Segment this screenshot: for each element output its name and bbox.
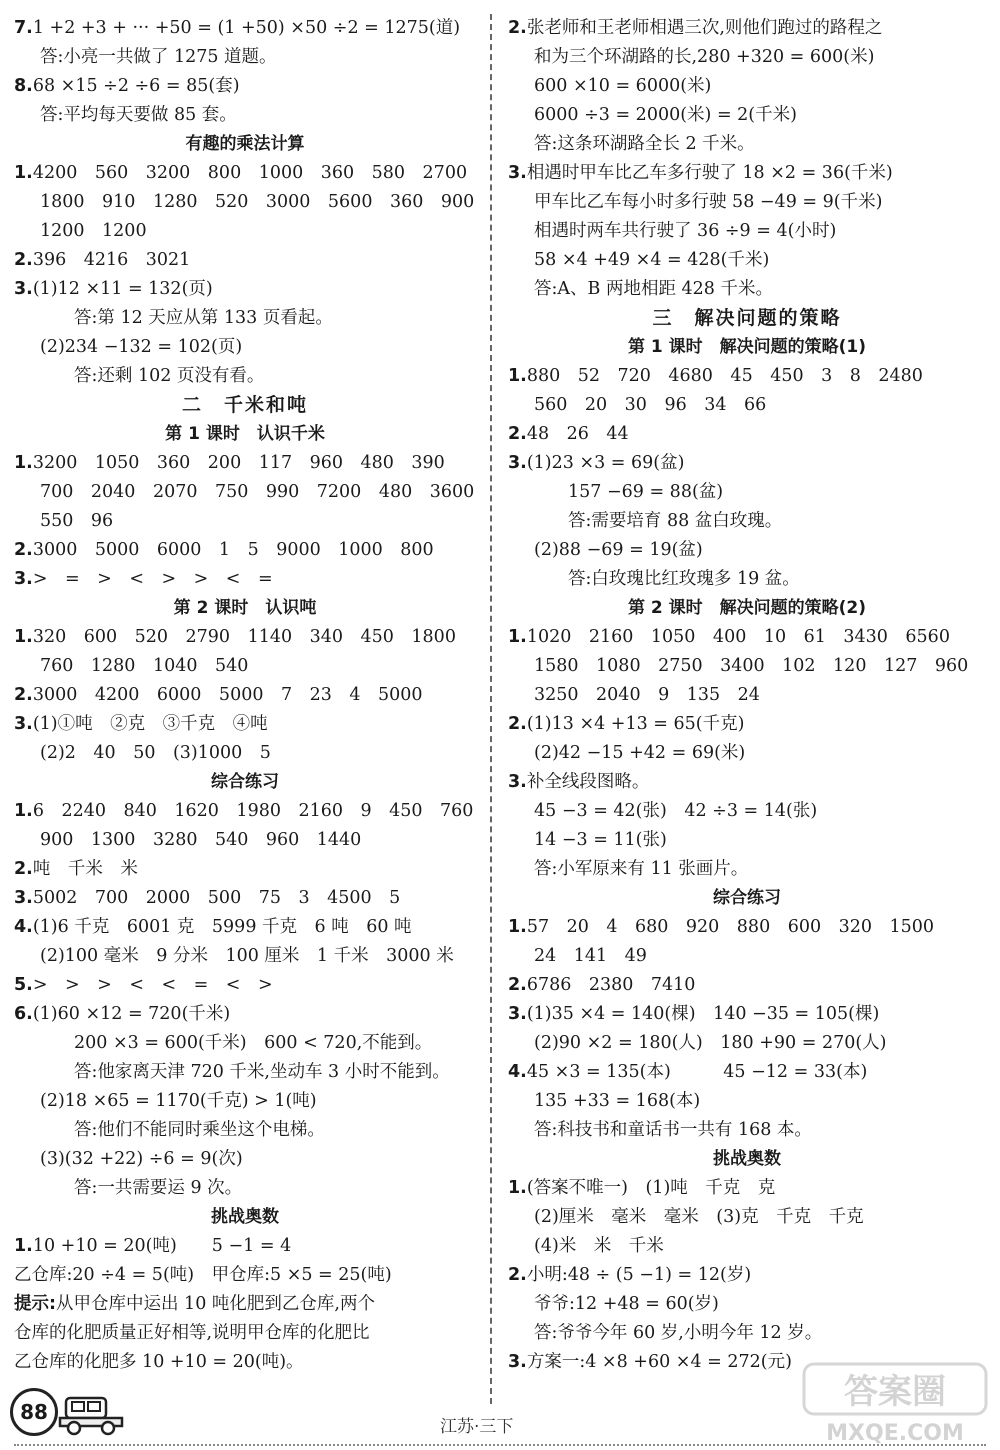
answer-text: 3250 2040 9 135 24 <box>534 685 760 705</box>
answer-line <box>14 1116 476 1145</box>
answer-line <box>508 1000 986 1029</box>
answer-text: 3000 5000 6000 1 5 9000 1000 800 <box>32 540 434 560</box>
answer-line <box>14 536 476 565</box>
answer-text: 58 ×4 +49 ×4 = 428(千米) <box>534 250 770 270</box>
answer-text: 550 96 <box>40 511 114 531</box>
answer-line <box>14 246 476 275</box>
answer-line <box>508 971 986 1000</box>
answer-line <box>508 478 986 507</box>
answer-line <box>14 14 476 43</box>
section-heading: 有趣的乘法计算 <box>185 134 305 154</box>
answer-text: 48 26 44 <box>526 424 629 444</box>
answer-text: 5002 700 2000 500 75 3 4500 5 <box>32 888 401 908</box>
answer-text: 甲车比乙车每小时多行驶 58 −49 = 9(千米) <box>534 192 883 212</box>
answer-text: 爷爷:12 +48 = 60(岁) <box>534 1294 719 1314</box>
answer-line <box>14 913 476 942</box>
answer-text: 157 −69 = 88(盆) <box>568 482 724 502</box>
section-heading: 挑战奥数 <box>211 1207 279 1227</box>
item-number: 1. <box>14 453 33 473</box>
answer-line <box>508 217 986 246</box>
answer-line <box>508 1029 986 1058</box>
answer-line <box>508 507 986 536</box>
answer-text: 答:这条环湖路全长 2 千米。 <box>534 134 755 154</box>
answer-text: 吨 千米 米 <box>32 859 138 879</box>
answer-text: 700 2040 2070 750 990 7200 480 3600 <box>40 482 475 502</box>
answer-line <box>14 507 476 536</box>
answer-line <box>508 797 986 826</box>
section-heading: 挑战奥数 <box>713 1149 781 1169</box>
item-number: 2. <box>14 685 33 705</box>
answer-line <box>14 565 476 594</box>
answer-line <box>14 159 476 188</box>
answer-text: 答:他家离天津 720 千米,坐动车 3 小时不能到。 <box>74 1062 450 1082</box>
answer-line <box>14 449 476 478</box>
answer-line <box>14 1290 476 1319</box>
answer-line <box>508 159 986 188</box>
item-number: 7. <box>14 18 33 38</box>
item-number: 3. <box>508 1352 527 1372</box>
answer-text: 答:A、B 两地相距 428 千米。 <box>534 279 773 299</box>
answer-text: 320 600 520 2790 1140 340 450 1800 <box>32 627 456 647</box>
answer-line <box>508 826 986 855</box>
answer-line <box>14 826 476 855</box>
item-number: 1. <box>508 1178 527 1198</box>
answer-line <box>14 884 476 913</box>
answer-line <box>14 43 476 72</box>
answer-line <box>14 1029 476 1058</box>
answer-text: 1 +2 +3 + ··· +50 = (1 +50) ×50 ÷2 = 1275(道) <box>32 18 461 38</box>
answer-text: 乙仓库:20 ÷4 = 5(吨) 甲仓库:5 ×5 = 25(吨) <box>14 1265 392 1285</box>
item-number: 2. <box>508 975 527 995</box>
watermark-top-text: 答案圈 <box>844 1372 946 1412</box>
answer-text: 答:爷爷今年 60 岁,小明今年 12 岁。 <box>534 1323 823 1343</box>
answer-line <box>14 1145 476 1174</box>
answer-text: 900 1300 3280 540 960 1440 <box>40 830 362 850</box>
answer-text: 880 52 720 4680 45 450 3 8 2480 <box>526 366 923 386</box>
answer-line <box>508 565 986 594</box>
answer-text: 3000 4200 6000 5000 7 23 4 5000 <box>32 685 423 705</box>
answer-text: (4)米 米 千米 <box>534 1236 664 1256</box>
watermark-bottom-text: MXQE.COM <box>826 1421 964 1446</box>
answer-line <box>14 623 476 652</box>
answer-line <box>508 1087 986 1116</box>
item-number: 3. <box>14 888 33 908</box>
answer-text: (1)35 ×4 = 140(棵) 140 −35 = 105(棵) <box>526 1004 880 1024</box>
section-heading: 二 千米和吨 <box>181 394 308 416</box>
answer-text: 和为三个环湖路的长,280 +320 = 600(米) <box>534 47 875 67</box>
page-number-badge <box>10 1388 58 1436</box>
answer-line <box>14 217 476 246</box>
answer-text: (2)厘米 毫米 毫米 (3)克 千克 千克 <box>534 1207 864 1227</box>
answer-text: 1800 910 1280 520 3000 5600 360 900 <box>40 192 475 212</box>
answer-line <box>508 275 986 304</box>
answer-text: 答:小亮一共做了 1275 道题。 <box>40 47 277 67</box>
answer-text: 答:第 12 天应从第 133 页看起。 <box>74 308 333 328</box>
answer-line <box>508 101 986 130</box>
section-heading: 综合练习 <box>211 772 279 792</box>
answer-line <box>14 1319 476 1348</box>
answer-text: 相遇时甲车比乙车多行驶了 18 ×2 = 36(千米) <box>526 163 893 183</box>
answer-text: 6786 2380 7410 <box>526 975 696 995</box>
answer-line <box>508 1261 986 1290</box>
answer-line <box>508 710 986 739</box>
section-heading: 第 2 课时 解决问题的策略(2) <box>627 598 867 618</box>
answer-line <box>14 1232 476 1261</box>
answer-text: 答:还剩 102 页没有看。 <box>74 366 265 386</box>
answer-text: 3200 1050 360 200 117 960 480 390 <box>32 453 445 473</box>
answer-text: > > > < < = < > <box>32 975 273 995</box>
answer-line <box>14 1261 476 1290</box>
answer-text: (2)42 −15 +42 = 69(米) <box>534 743 746 763</box>
answer-line <box>14 942 476 971</box>
answer-line <box>14 681 476 710</box>
answer-text: (1)①吨 ②克 ③千克 ④吨 <box>32 714 268 734</box>
answer-line <box>508 768 986 797</box>
answer-line <box>508 942 986 971</box>
answer-text: 45 −3 = 42(张) 42 ÷3 = 14(张) <box>534 801 818 821</box>
answer-line <box>14 1058 476 1087</box>
answer-line <box>508 449 986 478</box>
answer-line <box>508 1232 986 1261</box>
item-number: 2. <box>508 18 527 38</box>
answer-text: (1)60 ×12 = 720(千米) <box>32 1004 231 1024</box>
answer-line <box>14 478 476 507</box>
answer-line <box>508 362 986 391</box>
answer-text: (3)(32 +22) ÷6 = 9(次) <box>40 1149 243 1169</box>
answer-text: 答:白玫瑰比红玫瑰多 19 盆。 <box>568 569 800 589</box>
left-column <box>14 14 476 1377</box>
answer-line <box>508 14 986 43</box>
answer-line <box>14 1087 476 1116</box>
answer-line <box>508 130 986 159</box>
answer-line <box>14 855 476 884</box>
answer-text: 57 20 4 680 920 880 600 320 1500 <box>526 917 935 937</box>
answer-text: 方案一:4 ×8 +60 ×4 = 272(元) <box>526 1352 792 1372</box>
answer-line <box>14 304 476 333</box>
answer-line <box>14 797 476 826</box>
edition-label: 江苏·三下 <box>440 1417 514 1437</box>
answer-text: 从甲仓库中运出 10 吨化肥到乙仓库,两个 <box>56 1294 375 1314</box>
answer-text: 4200 560 3200 800 1000 360 580 2700 <box>32 163 468 183</box>
item-number: 1. <box>14 163 33 183</box>
item-number: 6. <box>14 1004 33 1024</box>
answer-line <box>14 101 476 130</box>
answer-text: 760 1280 1040 540 <box>40 656 249 676</box>
answer-text: (2)2 40 50 (3)1000 5 <box>40 743 271 763</box>
answer-text: (1)6 千克 6001 克 5999 千克 6 吨 60 吨 <box>32 917 412 937</box>
answer-line <box>508 420 986 449</box>
item-number: 3. <box>508 772 527 792</box>
answer-line <box>14 188 476 217</box>
answer-text: 答:小军原来有 11 张画片。 <box>534 859 749 879</box>
answer-text: 560 20 30 96 34 66 <box>534 395 767 415</box>
answer-text: 135 +33 = 168(本) <box>534 1091 701 1111</box>
answer-line <box>508 1116 986 1145</box>
answer-line <box>508 536 986 565</box>
answer-text: (2)234 −132 = 102(页) <box>40 337 243 357</box>
answer-line <box>508 246 986 275</box>
item-number: 5. <box>14 975 33 995</box>
hint-label: 提示: <box>14 1294 56 1314</box>
section-heading: 第 1 课时 认识千米 <box>165 424 325 444</box>
answer-line <box>508 1174 986 1203</box>
answer-line <box>508 623 986 652</box>
answer-line <box>508 43 986 72</box>
answer-text: 答:科技书和童话书一共有 168 本。 <box>534 1120 812 1140</box>
answer-text: 600 ×10 = 6000(米) <box>534 76 712 96</box>
item-number: 2. <box>508 424 527 444</box>
answer-text: > = > < > > < = <box>32 569 273 589</box>
answer-text: 1200 1200 <box>40 221 147 241</box>
answer-text: 相遇时两车共行驶了 36 ÷9 = 4(小时) <box>534 221 837 241</box>
answer-text: 答:需要培育 88 盆白玫瑰。 <box>568 511 783 531</box>
answer-line <box>508 1319 986 1348</box>
answer-text: 396 4216 3021 <box>32 250 191 270</box>
answer-text: (2)88 −69 = 19(盆) <box>534 540 703 560</box>
item-number: 3. <box>508 163 527 183</box>
item-number: 1. <box>14 801 33 821</box>
answer-text: (1)23 ×3 = 69(盆) <box>526 453 685 473</box>
answer-line <box>14 275 476 304</box>
section-heading: 综合练习 <box>713 888 781 908</box>
section-heading: 三 解决问题的策略 <box>652 307 842 329</box>
item-number: 1. <box>508 627 527 647</box>
answer-line <box>508 391 986 420</box>
item-number: 2. <box>14 250 33 270</box>
answer-line <box>508 855 986 884</box>
item-number: 4. <box>508 1062 527 1082</box>
column-divider <box>490 14 492 1404</box>
answer-text: 答:他们不能同时乘坐这个电梯。 <box>74 1120 325 1140</box>
item-number: 2. <box>508 1265 527 1285</box>
answer-text: 6 2240 840 1620 1980 2160 9 450 760 <box>32 801 474 821</box>
item-number: 3. <box>14 279 33 299</box>
item-number: 3. <box>14 569 33 589</box>
answer-line <box>508 1203 986 1232</box>
answer-text: 仓库的化肥质量正好相等,说明甲仓库的化肥比 <box>14 1323 370 1343</box>
answer-line <box>14 710 476 739</box>
item-number: 3. <box>508 453 527 473</box>
right-column <box>508 14 986 1377</box>
answer-text: 补全线段图略。 <box>526 772 650 792</box>
answer-line <box>508 1058 986 1087</box>
answer-line <box>508 1290 986 1319</box>
answer-line <box>508 739 986 768</box>
answer-text: (1)13 ×4 +13 = 65(千克) <box>526 714 745 734</box>
answer-text: 14 −3 = 11(张) <box>534 830 667 850</box>
answer-line <box>14 739 476 768</box>
item-number: 3. <box>14 714 33 734</box>
item-number: 2. <box>508 714 527 734</box>
item-number: 3. <box>508 1004 527 1024</box>
section-heading: 第 1 课时 解决问题的策略(1) <box>627 337 867 357</box>
answer-text: 45 ×3 = 135(本) 45 −12 = 33(本) <box>526 1062 868 1082</box>
answer-text: 答:一共需要运 9 次。 <box>74 1178 243 1198</box>
answer-text: (1)12 ×11 = 132(页) <box>32 279 213 299</box>
answer-line <box>14 1000 476 1029</box>
section-heading: 第 2 课时 认识吨 <box>173 598 317 618</box>
answer-text: 张老师和王老师相遇三次,则他们跑过的路程之 <box>526 18 883 38</box>
answer-text: 200 ×3 = 600(千米) 600 < 720,不能到。 <box>74 1033 433 1053</box>
answer-text: 小明:48 ÷ (5 −1) = 12(岁) <box>526 1265 752 1285</box>
answer-line <box>14 333 476 362</box>
page-number: 88 <box>20 1400 48 1424</box>
item-number: 1. <box>14 627 33 647</box>
item-number: 2. <box>14 859 33 879</box>
answer-line <box>14 362 476 391</box>
item-number: 1. <box>14 1236 33 1256</box>
answer-line <box>508 652 986 681</box>
answer-text: 10 +10 = 20(吨) 5 −1 = 4 <box>32 1236 292 1256</box>
answer-line <box>508 188 986 217</box>
answer-text: (2)18 ×65 = 1170(千克) > 1(吨) <box>40 1091 317 1111</box>
answer-text: 68 ×15 ÷2 ÷6 = 85(套) <box>32 76 240 96</box>
item-number: 8. <box>14 76 33 96</box>
answer-text: 24 141 49 <box>534 946 647 966</box>
answer-line <box>508 72 986 101</box>
answer-line <box>14 652 476 681</box>
answer-text: (答案不唯一) (1)吨 千克 克 <box>526 1178 776 1198</box>
answer-line <box>14 971 476 1000</box>
answer-text: (2)90 ×2 = 180(人) 180 +90 = 270(人) <box>534 1033 887 1053</box>
answer-text: 1580 1080 2750 3400 102 120 127 960 <box>534 656 969 676</box>
answer-line <box>14 1348 476 1377</box>
item-number: 4. <box>14 917 33 937</box>
car-icon <box>56 1392 128 1436</box>
answer-line <box>14 1174 476 1203</box>
item-number: 2. <box>14 540 33 560</box>
answer-text: 6000 ÷3 = 2000(米) = 2(千米) <box>534 105 797 125</box>
answer-line <box>508 913 986 942</box>
watermark-logo <box>800 1360 990 1448</box>
item-number: 1. <box>508 366 527 386</box>
answer-text: 1020 2160 1050 400 10 61 3430 6560 <box>526 627 950 647</box>
item-number: 1. <box>508 917 527 937</box>
answer-text: (2)100 毫米 9 分米 100 厘米 1 千米 3000 米 <box>40 946 454 966</box>
answer-line <box>508 681 986 710</box>
answer-text: 答:平均每天要做 85 套。 <box>40 105 237 125</box>
answer-text: 乙仓库的化肥多 10 +10 = 20(吨)。 <box>14 1352 304 1372</box>
answer-line <box>14 72 476 101</box>
